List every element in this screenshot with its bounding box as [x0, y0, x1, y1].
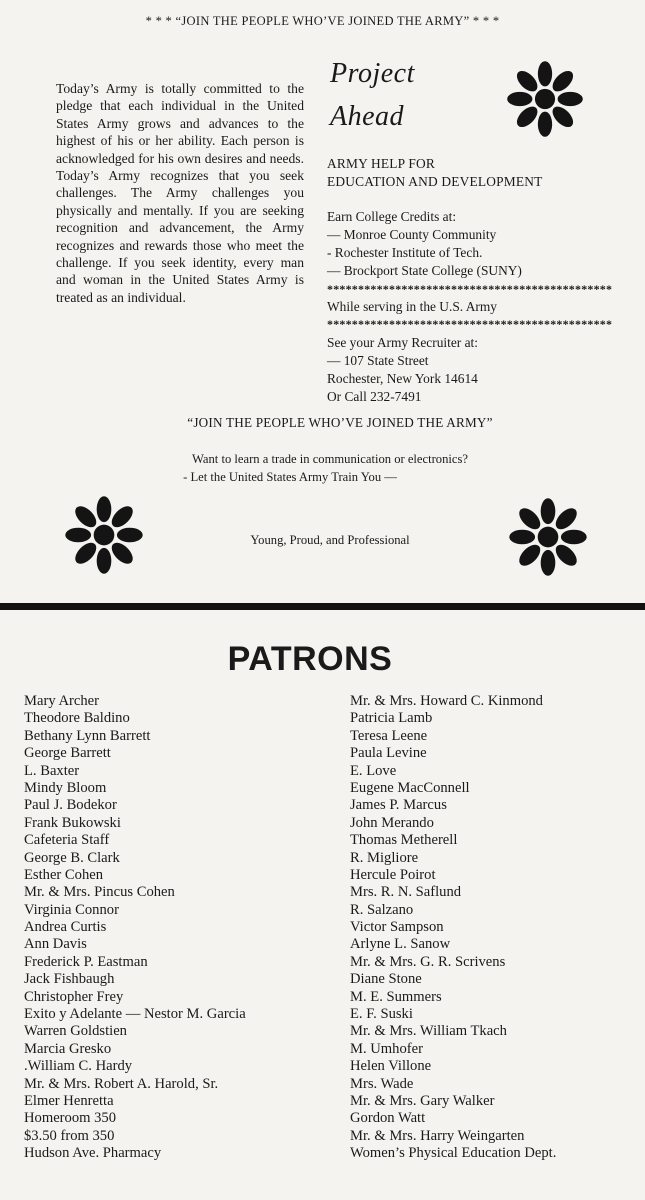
- patron-name: Ann Davis: [24, 936, 87, 953]
- serving-text: While serving in the U.S. Army: [327, 299, 497, 314]
- project-subtitle: [327, 155, 543, 191]
- patron-name: .William C. Hardy: [24, 1058, 133, 1075]
- patron-name: R. Migliore: [350, 849, 419, 866]
- mid-banner: “JOIN THE PEOPLE WHO’VE JOINED THE ARMY”: [187, 415, 493, 430]
- top-banner: * * * “JOIN THE PEOPLE WHO’VE JOINED THE ARMY” * * *: [145, 14, 500, 28]
- patron-name: Diane Stone: [350, 971, 422, 988]
- motto: Young, Proud, and Professional: [250, 533, 410, 547]
- patron-name: Paula Levine: [350, 745, 427, 762]
- project-sub-line2: EDUCATION AND DEVELOPMENT: [327, 174, 543, 189]
- patron-name: Teresa Leene: [350, 727, 428, 744]
- project-title-line1: Project: [330, 58, 415, 89]
- college-item: — Monroe County Community: [327, 227, 497, 242]
- patron-name: E. F. Suski: [350, 1006, 413, 1023]
- patron-name: Warren Goldstien: [24, 1023, 127, 1040]
- patron-name: Victor Sampson: [350, 919, 444, 936]
- patron-name: Patricia Lamb: [350, 710, 433, 727]
- credits-block: [327, 208, 522, 280]
- patron-name: Helen Villone: [350, 1058, 432, 1075]
- trade-answer: - Let the United States Army Train You —: [183, 470, 397, 484]
- patron-name: $3.50 from 350: [24, 1127, 115, 1144]
- patron-name: Paul J. Bodekor: [24, 797, 117, 814]
- patron-name: Mr. & Mrs. Howard C. Kinmond: [350, 693, 543, 709]
- patron-name: Mrs. Wade: [350, 1075, 414, 1092]
- patron-name: Exito y Adelante — Nestor M. Garcia: [24, 1006, 246, 1023]
- flower-icon: [505, 494, 591, 580]
- credits-heading: Earn College Credits at:: [327, 209, 457, 224]
- patron-name: George B. Clark: [24, 849, 120, 866]
- patron-name: Mrs. R. N. Saflund: [350, 884, 462, 901]
- patron-name: Virginia Connor: [24, 901, 119, 918]
- patron-name: Jack Fishbaugh: [24, 971, 115, 988]
- patron-name: Marcia Gresko: [24, 1040, 112, 1057]
- patrons-title: PATRONS: [227, 640, 393, 678]
- recruiter-heading: See your Army Recruiter at:: [327, 335, 478, 350]
- college-item: — Brockport State College (SUNY): [327, 263, 522, 278]
- patron-name: Thomas Metherell: [350, 832, 458, 849]
- trade-question: Want to learn a trade in communication or electronics?: [192, 452, 468, 466]
- patron-name: George Barrett: [24, 745, 111, 762]
- patron-name: M. Umhofer: [350, 1040, 423, 1057]
- recruiter-city: Rochester, New York 14614: [327, 371, 478, 386]
- recruiter-phone: Or Call 232-7491: [327, 389, 422, 404]
- patron-name: Mr. & Mrs. William Tkach: [350, 1023, 507, 1040]
- patron-name: Mr. & Mrs. Harry Weingarten: [350, 1127, 525, 1144]
- patron-name: Bethany Lynn Barrett: [24, 727, 151, 744]
- section-divider: [0, 603, 645, 610]
- project-sub-line1: ARMY HELP FOR: [327, 156, 436, 171]
- patron-name: Mr. & Mrs. Pincus Cohen: [24, 884, 175, 901]
- stars-divider: **********************************************: [327, 318, 613, 330]
- project-ahead-title: [330, 52, 415, 138]
- patron-name: Mary Archer: [24, 693, 99, 709]
- patron-name: Homeroom 350: [24, 1110, 117, 1127]
- stars-divider: **********************************************: [327, 283, 613, 295]
- project-title-line2: Ahead: [330, 101, 405, 132]
- patron-name: Frederick P. Eastman: [24, 953, 148, 970]
- patron-name: E. Love: [350, 762, 397, 779]
- patron-name: Hercule Poirot: [350, 866, 436, 883]
- flower-icon: [503, 57, 587, 141]
- patron-name: Gordon Watt: [350, 1110, 426, 1127]
- patron-name: Cafeteria Staff: [24, 832, 110, 849]
- patron-name: Hudson Ave. Pharmacy: [24, 1145, 162, 1162]
- patron-name: John Merando: [350, 814, 434, 831]
- patron-name: Christopher Frey: [24, 988, 124, 1005]
- patron-name: Esther Cohen: [24, 866, 104, 883]
- patrons-list-left: [24, 693, 246, 1163]
- patron-name: Elmer Henretta: [24, 1092, 114, 1109]
- patron-name: Mr. & Mrs. Gary Walker: [350, 1092, 495, 1109]
- patron-name: Eugene MacConnell: [350, 779, 470, 796]
- patron-name: Mr. & Mrs. Robert A. Harold, Sr.: [24, 1075, 219, 1092]
- patron-name: Mindy Bloom: [24, 779, 107, 796]
- patron-name: Andrea Curtis: [24, 919, 107, 936]
- college-item: - Rochester Institute of Tech.: [327, 245, 483, 260]
- patron-name: Women’s Physical Education Dept.: [350, 1145, 557, 1162]
- patron-name: James P. Marcus: [350, 797, 447, 814]
- patron-name: Theodore Baldino: [24, 710, 130, 727]
- flower-icon: [61, 492, 147, 578]
- patron-name: M. E. Summers: [350, 988, 442, 1005]
- patrons-list-right: [350, 693, 556, 1163]
- patron-name: L. Baxter: [24, 762, 80, 779]
- patron-name: Frank Bukowski: [24, 814, 121, 831]
- patron-name: R. Salzano: [350, 901, 414, 918]
- patron-name: Arlyne L. Sanow: [350, 936, 451, 953]
- recruiter-address: — 107 State Street: [327, 353, 429, 368]
- recruiter-block: [327, 334, 478, 406]
- patron-name: Mr. & Mrs. G. R. Scrivens: [350, 953, 506, 970]
- army-body-text: Today’s Army is totally committed to the pledge that each individual in the United States Army grows and advances to the highest of his or her ability. Each person is acknowledged for his own desires and needs. Today’s Army recognizes that you seek challenges. The Army challenges you physically and mentally. If you are seeking recognition and advancement, the Army recognizes and rewards those who meet the challenge. If you seek identity, every man and woman in the United States Army is treated as an individual.: [56, 81, 304, 305]
